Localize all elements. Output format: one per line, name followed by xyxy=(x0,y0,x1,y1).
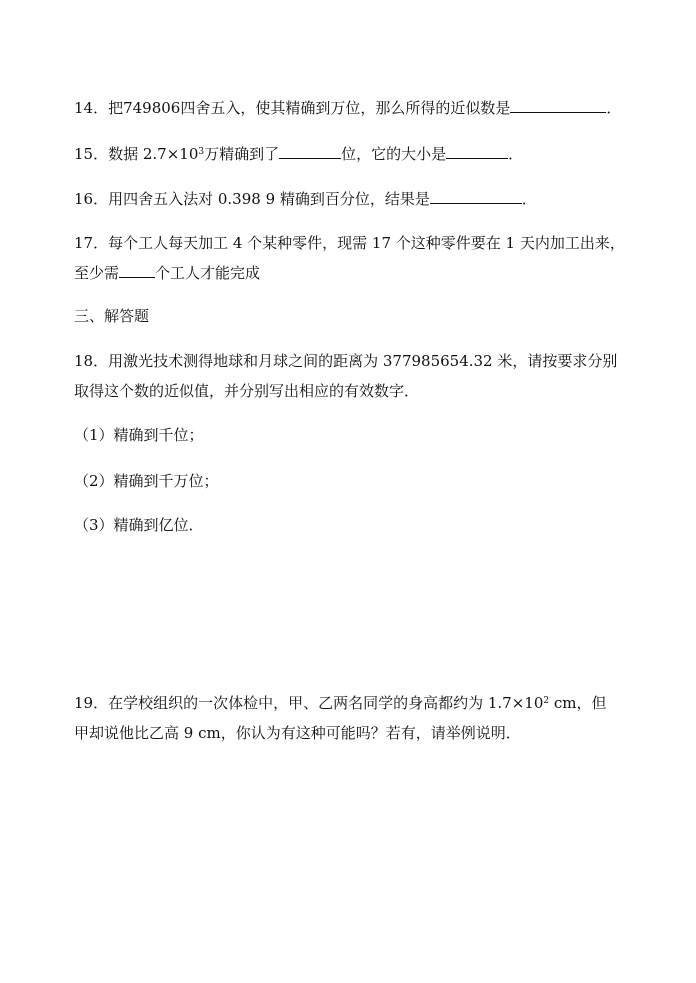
q18-sub1: （1）精确到千位； xyxy=(74,426,204,444)
q18-sub2: （2）精确到千万位； xyxy=(74,472,219,490)
q16-text: 16．用四舍五入法对 0.398 9 精确到百分位，结果是 xyxy=(74,190,430,208)
question-17-line-1 xyxy=(74,233,625,253)
q17-blank xyxy=(119,262,155,278)
question-19-line-2 xyxy=(74,723,521,743)
question-17-line-2 xyxy=(74,262,260,283)
question-18-line-1 xyxy=(74,351,617,371)
q15-part2: 万精确到了 xyxy=(204,145,280,163)
q15-exponent: 3 xyxy=(198,147,205,157)
question-18-sub-2 xyxy=(74,471,219,491)
question-15 xyxy=(74,143,523,164)
question-18-line-2 xyxy=(74,381,419,401)
q14-text: 14．把749806四舍五入，使其精确到万位，那么所得的近似数是 xyxy=(74,99,511,117)
q19-line1a: 19．在学校组织的一次体检中，甲、乙两名同学的身高都约为 1.7×10 xyxy=(74,694,544,712)
q19-line1b: cm，但 xyxy=(549,694,607,712)
q17-line2a: 至少需 xyxy=(74,264,120,282)
q16-end: ． xyxy=(521,190,537,208)
q19-exponent: 2 xyxy=(543,696,550,706)
q14-blank xyxy=(510,97,606,113)
q15-blank-1 xyxy=(279,143,341,159)
q16-blank xyxy=(430,188,522,204)
q18-line2: 取得这个数的近似值，并分别写出相应的有效数字． xyxy=(74,382,420,400)
q15-end: ． xyxy=(508,145,524,163)
question-18-sub-1 xyxy=(74,425,204,445)
q17-line1: 17．每个工人每天加工 4 个某种零件，现需 17 个这种零件要在 1 天内加工出来， xyxy=(74,234,625,252)
q17-line2b: 个工人才能完成 xyxy=(155,264,261,282)
q18-line1: 18．用激光技术测得地球和月球之间的距离为 377985654.32 米，请按要求分别 xyxy=(74,352,618,370)
q15-part1: 15．数据 2.7×10 xyxy=(74,145,199,163)
q18-sub3: （3）精确到亿位． xyxy=(74,516,204,534)
q15-blank-2 xyxy=(446,143,508,159)
question-19-line-1 xyxy=(74,693,607,713)
question-14 xyxy=(74,97,621,118)
q14-end: ． xyxy=(606,99,622,117)
q19-line2: 甲却说他比乙高 9 cm，你认为有这种可能吗？若有，请举例说明． xyxy=(74,724,521,742)
section3-title: 三、解答题 xyxy=(74,307,150,325)
q15-part3: 位，它的大小是 xyxy=(341,145,447,163)
question-16 xyxy=(74,188,537,209)
section-heading-3 xyxy=(74,306,149,326)
question-18-sub-3 xyxy=(74,515,204,535)
